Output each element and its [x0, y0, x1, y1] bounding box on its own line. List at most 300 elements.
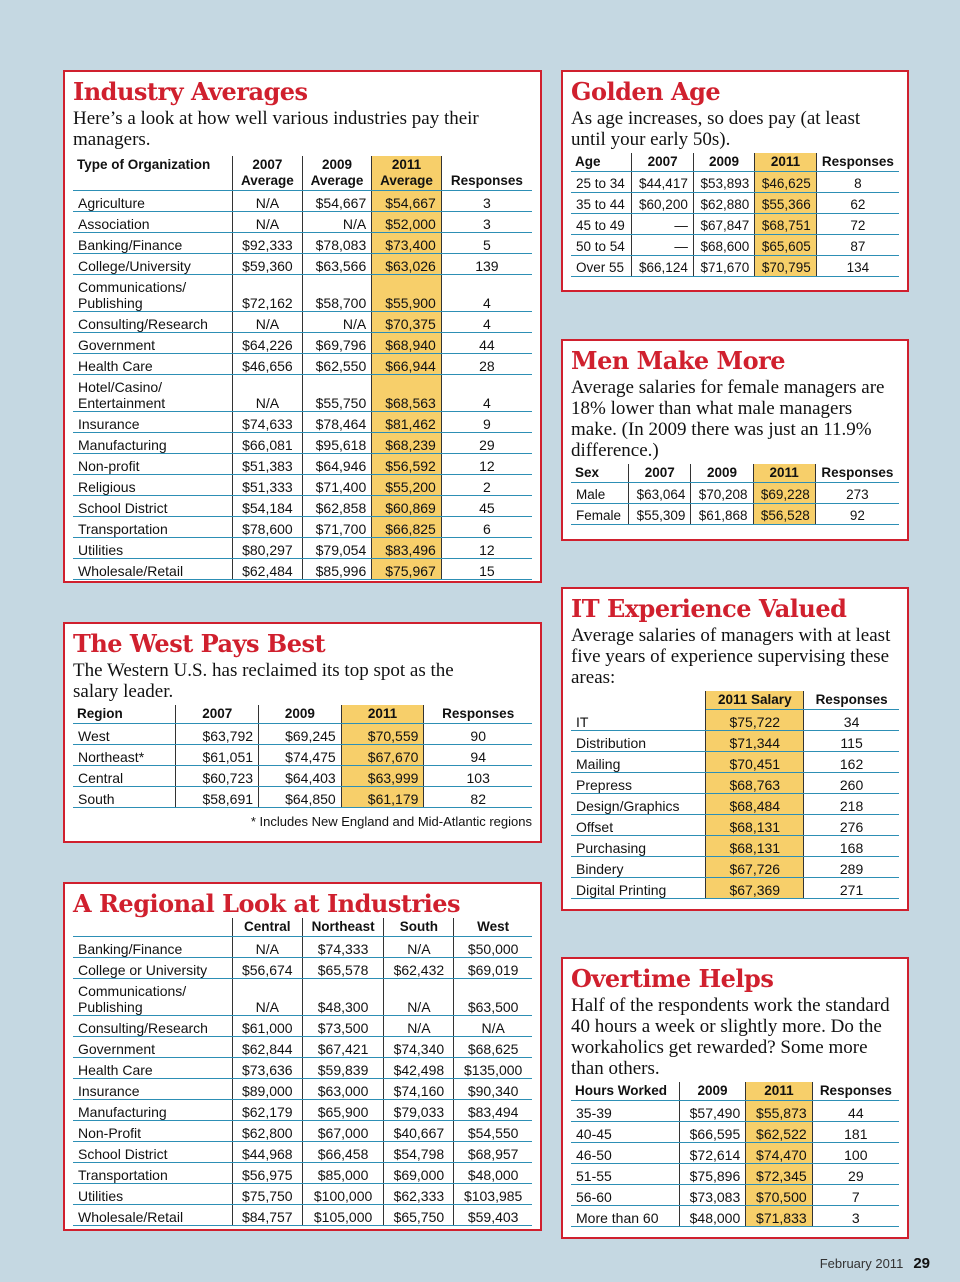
- table-row: [73, 475, 532, 496]
- cell-central: N/A: [232, 979, 302, 1016]
- cell-central: $56,674: [232, 958, 302, 979]
- row-label: Religious: [73, 475, 233, 496]
- table-row: [73, 1205, 532, 1226]
- cell-v2007: N/A: [233, 212, 303, 233]
- table-row: [73, 1184, 532, 1205]
- cell-resp: 7: [812, 1185, 899, 1206]
- table-row: [73, 412, 532, 433]
- col-org: Type of Organization: [73, 156, 233, 191]
- industry-averages-panel: [63, 70, 542, 583]
- row-label: Communications/ Publishing: [73, 275, 233, 312]
- row-label: Non-Profit: [73, 1121, 232, 1142]
- cell-south: $40,667: [384, 1121, 454, 1142]
- cell-v2011: $68,940: [372, 333, 442, 354]
- row-label: More than 60: [571, 1206, 679, 1227]
- cell-resp: 218: [804, 794, 899, 815]
- table-row: [73, 375, 532, 412]
- row-label: Transportation: [73, 517, 233, 538]
- cell-v2007: $60,200: [632, 193, 693, 214]
- cell-northeast: $74,333: [302, 937, 384, 958]
- row-label: Central: [73, 766, 176, 787]
- row-label: Mailing: [571, 752, 706, 773]
- cell-v2009: $74,475: [259, 745, 342, 766]
- row-label: Bindery: [571, 857, 706, 878]
- cell-v2007: $72,162: [233, 275, 303, 312]
- cell-v2007: $92,333: [233, 233, 303, 254]
- cell-resp: 162: [804, 752, 899, 773]
- cell-salary: $67,726: [706, 857, 804, 878]
- cell-v2009: $53,893: [693, 172, 754, 193]
- table-row: [73, 433, 532, 454]
- table-row: [73, 979, 532, 1016]
- cell-v2011: $70,500: [746, 1185, 812, 1206]
- cell-v2009: $48,000: [679, 1206, 745, 1227]
- cell-v2007: $78,600: [233, 517, 303, 538]
- row-label: Wholesale/Retail: [73, 559, 233, 580]
- cell-v2011: $52,000: [372, 212, 442, 233]
- table-row: [571, 504, 899, 525]
- cell-central: $62,179: [232, 1100, 302, 1121]
- table-row: [571, 878, 899, 899]
- col-hours: Hours Worked: [571, 1082, 679, 1101]
- col-2011: 2011 Average: [372, 156, 442, 191]
- cell-v2011: $81,462: [372, 412, 442, 433]
- row-label: 56-60: [571, 1185, 679, 1206]
- cell-v2011: $55,873: [746, 1101, 812, 1122]
- overtime-helps-title: Overtime Helps: [571, 964, 774, 993]
- it-experience-title: IT Experience Valued: [571, 594, 847, 623]
- west-footnote: * Includes New England and Mid-Atlantic regions: [250, 814, 532, 829]
- table-row: [73, 1142, 532, 1163]
- table-row: [73, 333, 532, 354]
- cell-v2011: $69,228: [753, 483, 815, 504]
- row-label: Insurance: [73, 412, 233, 433]
- col-2009: 2009: [693, 153, 754, 172]
- cell-v2009: $71,670: [693, 256, 754, 277]
- table-row: [73, 275, 532, 312]
- cell-v2009: $75,896: [679, 1164, 745, 1185]
- table-row: [73, 454, 532, 475]
- regional-look-table: [73, 918, 532, 1226]
- it-experience-panel: [561, 587, 909, 911]
- cell-salary: $70,451: [706, 752, 804, 773]
- cell-resp: 90: [424, 724, 532, 745]
- cell-v2009: $70,208: [691, 483, 753, 504]
- overtime-helps-panel: [561, 957, 909, 1239]
- cell-v2007: $66,124: [632, 256, 693, 277]
- cell-v2011: $72,345: [746, 1164, 812, 1185]
- cell-v2009: $66,595: [679, 1122, 745, 1143]
- golden-age-body: [571, 172, 899, 277]
- cell-resp: 29: [441, 433, 532, 454]
- cell-v2007: N/A: [233, 375, 303, 412]
- row-label: Prepress: [571, 773, 706, 794]
- cell-west: $54,550: [454, 1121, 532, 1142]
- cell-v2007: —: [632, 214, 693, 235]
- cell-v2011: $61,179: [341, 787, 424, 808]
- cell-v2009: $79,054: [302, 538, 372, 559]
- cell-resp: 28: [441, 354, 532, 375]
- row-label: School District: [73, 496, 233, 517]
- cell-resp: 3: [812, 1206, 899, 1227]
- cell-v2009: $58,700: [302, 275, 372, 312]
- table-row: [571, 836, 899, 857]
- cell-northeast: $73,500: [302, 1016, 384, 1037]
- cell-v2007: $62,484: [233, 559, 303, 580]
- west-pays-best-table: [73, 705, 532, 808]
- cell-resp: 3: [441, 191, 532, 212]
- row-label: Male: [571, 483, 629, 504]
- row-label: Female: [571, 504, 629, 525]
- cell-v2007: $61,051: [176, 745, 259, 766]
- table-row: [73, 1121, 532, 1142]
- cell-v2011: $83,496: [372, 538, 442, 559]
- row-label: Government: [73, 333, 233, 354]
- row-label: Manufacturing: [73, 433, 233, 454]
- cell-v2009: $69,245: [259, 724, 342, 745]
- cell-south: $42,498: [384, 1058, 454, 1079]
- page-number: 29: [913, 1255, 930, 1272]
- it-experience-body: [571, 710, 899, 899]
- cell-v2007: $59,360: [233, 254, 303, 275]
- cell-west: $50,000: [454, 937, 532, 958]
- regional-look-panel: [63, 882, 542, 1231]
- cell-v2009: N/A: [302, 312, 372, 333]
- cell-v2007: $66,081: [233, 433, 303, 454]
- cell-v2009: $62,858: [302, 496, 372, 517]
- col-sex: Sex: [571, 464, 629, 483]
- cell-central: $62,844: [232, 1037, 302, 1058]
- cell-south: $54,798: [384, 1142, 454, 1163]
- cell-resp: 62: [816, 193, 899, 214]
- cell-resp: 29: [812, 1164, 899, 1185]
- col-central: Central: [232, 918, 302, 937]
- cell-v2009: $57,490: [679, 1101, 745, 1122]
- col-responses: Responses: [804, 691, 899, 710]
- cell-resp: 92: [815, 504, 899, 525]
- cell-v2007: $74,633: [233, 412, 303, 433]
- cell-resp: 44: [441, 333, 532, 354]
- cell-v2009: $72,614: [679, 1143, 745, 1164]
- col-2009: 2009: [691, 464, 753, 483]
- cell-v2011: $65,605: [755, 235, 816, 256]
- table-row: [73, 559, 532, 580]
- table-row: [571, 1206, 899, 1227]
- table-row: [571, 815, 899, 836]
- col-industry: [73, 918, 232, 937]
- row-label: 46-50: [571, 1143, 679, 1164]
- cell-south: $65,750: [384, 1205, 454, 1226]
- row-label: Hotel/Casino/ Entertainment: [73, 375, 233, 412]
- row-label: Consulting/Research: [73, 1016, 232, 1037]
- cell-south: N/A: [384, 979, 454, 1016]
- cell-v2011: $55,200: [372, 475, 442, 496]
- cell-west: $103,985: [454, 1184, 532, 1205]
- cell-resp: 4: [441, 375, 532, 412]
- col-northeast: Northeast: [302, 918, 384, 937]
- col-2007: 2007 Average: [233, 156, 303, 191]
- golden-age-subtitle: As age increases, so does pay (at least until your early 50s).: [571, 108, 861, 150]
- cell-v2011: $75,967: [372, 559, 442, 580]
- golden-age-title: Golden Age: [571, 77, 721, 106]
- cell-resp: 2: [441, 475, 532, 496]
- row-label: Health Care: [73, 354, 233, 375]
- cell-v2007: N/A: [233, 312, 303, 333]
- col-responses: Responses: [815, 464, 899, 483]
- cell-resp: 87: [816, 235, 899, 256]
- cell-v2009: $64,403: [259, 766, 342, 787]
- industry-averages-table: [73, 156, 532, 580]
- cell-v2009: $71,400: [302, 475, 372, 496]
- col-age: Age: [571, 153, 632, 172]
- cell-south: $69,000: [384, 1163, 454, 1184]
- cell-salary: $68,131: [706, 815, 804, 836]
- cell-v2009: $73,083: [679, 1185, 745, 1206]
- cell-v2007: $63,064: [629, 483, 691, 504]
- row-label: 35-39: [571, 1101, 679, 1122]
- table-row: [73, 787, 532, 808]
- cell-west: N/A: [454, 1016, 532, 1037]
- overtime-helps-body: [571, 1101, 899, 1227]
- row-label: Non-profit: [73, 454, 233, 475]
- cell-northeast: $67,000: [302, 1121, 384, 1142]
- cell-salary: $68,131: [706, 836, 804, 857]
- cell-v2011: $66,825: [372, 517, 442, 538]
- cell-v2009: $64,946: [302, 454, 372, 475]
- cell-resp: 12: [441, 538, 532, 559]
- cell-v2011: $71,833: [746, 1206, 812, 1227]
- regional-look-title: A Regional Look at Industries: [73, 889, 460, 918]
- row-label: 35 to 44: [571, 193, 632, 214]
- row-label: Communications/ Publishing: [73, 979, 232, 1016]
- col-2009: 2009 Average: [302, 156, 372, 191]
- it-experience-table: [571, 691, 899, 899]
- cell-west: $48,000: [454, 1163, 532, 1184]
- cell-v2009: $78,083: [302, 233, 372, 254]
- table-row: [571, 172, 899, 193]
- row-label: Banking/Finance: [73, 233, 233, 254]
- table-row: [73, 312, 532, 333]
- table-row: [571, 794, 899, 815]
- west-pays-best-subtitle: The Western U.S. has reclaimed its top spot as the salary leader.: [73, 660, 454, 702]
- table-row: [571, 193, 899, 214]
- cell-south: $74,340: [384, 1037, 454, 1058]
- cell-west: $68,625: [454, 1037, 532, 1058]
- row-label: Health Care: [73, 1058, 232, 1079]
- cell-northeast: $66,458: [302, 1142, 384, 1163]
- men-make-more-panel: [561, 339, 909, 541]
- cell-v2007: $44,417: [632, 172, 693, 193]
- cell-northeast: $59,839: [302, 1058, 384, 1079]
- cell-resp: 8: [816, 172, 899, 193]
- row-label: School District: [73, 1142, 232, 1163]
- cell-v2011: $67,670: [341, 745, 424, 766]
- golden-age-panel: [561, 70, 909, 292]
- table-row: [571, 1122, 899, 1143]
- col-south: South: [384, 918, 454, 937]
- golden-age-table: [571, 153, 899, 277]
- table-row: [571, 1143, 899, 1164]
- table-row: [571, 857, 899, 878]
- cell-central: $75,750: [232, 1184, 302, 1205]
- cell-v2007: $58,691: [176, 787, 259, 808]
- cell-salary: $68,484: [706, 794, 804, 815]
- cell-central: $73,636: [232, 1058, 302, 1079]
- cell-south: $62,333: [384, 1184, 454, 1205]
- table-row: [73, 212, 532, 233]
- table-row: [73, 937, 532, 958]
- cell-northeast: $65,900: [302, 1100, 384, 1121]
- cell-resp: 72: [816, 214, 899, 235]
- cell-v2011: $68,751: [755, 214, 816, 235]
- cell-v2011: $63,026: [372, 254, 442, 275]
- col-2011: 2011: [341, 705, 424, 724]
- cell-v2011: $68,563: [372, 375, 442, 412]
- cell-resp: 5: [441, 233, 532, 254]
- cell-v2007: $55,309: [629, 504, 691, 525]
- cell-northeast: $65,578: [302, 958, 384, 979]
- cell-v2011: $54,667: [372, 191, 442, 212]
- cell-west: $59,403: [454, 1205, 532, 1226]
- row-label: IT: [571, 710, 706, 731]
- cell-central: $61,000: [232, 1016, 302, 1037]
- cell-v2011: $66,944: [372, 354, 442, 375]
- cell-northeast: $48,300: [302, 979, 384, 1016]
- cell-v2007: $64,226: [233, 333, 303, 354]
- cell-v2007: $80,297: [233, 538, 303, 559]
- table-row: [73, 1100, 532, 1121]
- cell-resp: 9: [441, 412, 532, 433]
- page-footer: [820, 1255, 930, 1272]
- cell-v2011: $74,470: [746, 1143, 812, 1164]
- cell-central: $89,000: [232, 1079, 302, 1100]
- cell-v2011: $62,522: [746, 1122, 812, 1143]
- cell-resp: 289: [804, 857, 899, 878]
- col-2007: 2007: [632, 153, 693, 172]
- row-label: 40-45: [571, 1122, 679, 1143]
- table-row: [73, 354, 532, 375]
- cell-v2009: $69,796: [302, 333, 372, 354]
- table-row: [73, 1163, 532, 1184]
- table-row: [571, 483, 899, 504]
- cell-south: $79,033: [384, 1100, 454, 1121]
- table-row: [73, 724, 532, 745]
- cell-v2011: $55,366: [755, 193, 816, 214]
- cell-resp: 100: [812, 1143, 899, 1164]
- table-row: [571, 710, 899, 731]
- table-row: [73, 538, 532, 559]
- cell-resp: 181: [812, 1122, 899, 1143]
- row-label: Digital Printing: [571, 878, 706, 899]
- cell-northeast: $63,000: [302, 1079, 384, 1100]
- row-label: 51-55: [571, 1164, 679, 1185]
- table-row: [73, 191, 532, 212]
- men-make-more-body: [571, 483, 899, 525]
- table-row: [73, 745, 532, 766]
- cell-v2011: $70,795: [755, 256, 816, 277]
- row-label: Association: [73, 212, 233, 233]
- table-row: [73, 1079, 532, 1100]
- cell-v2011: $70,559: [341, 724, 424, 745]
- row-label: Purchasing: [571, 836, 706, 857]
- cell-salary: $67,369: [706, 878, 804, 899]
- row-label: Government: [73, 1037, 232, 1058]
- row-label: 25 to 34: [571, 172, 632, 193]
- west-pays-best-title: The West Pays Best: [73, 629, 326, 658]
- cell-salary: $75,722: [706, 710, 804, 731]
- row-label: College or University: [73, 958, 232, 979]
- cell-resp: 276: [804, 815, 899, 836]
- cell-northeast: $105,000: [302, 1205, 384, 1226]
- men-make-more-subtitle: Average salaries for female managers are 18% lower than what male managers make. (In 2009 there was just an 11.9% difference.): [571, 377, 885, 461]
- col-west: West: [454, 918, 532, 937]
- col-responses: Responses: [424, 705, 532, 724]
- table-row: [571, 1164, 899, 1185]
- cell-south: N/A: [384, 937, 454, 958]
- cell-resp: 82: [424, 787, 532, 808]
- table-row: [571, 773, 899, 794]
- cell-v2011: $46,625: [755, 172, 816, 193]
- cell-v2011: $56,528: [753, 504, 815, 525]
- cell-v2007: $60,723: [176, 766, 259, 787]
- table-row: [571, 1185, 899, 1206]
- cell-resp: 12: [441, 454, 532, 475]
- cell-v2007: $54,184: [233, 496, 303, 517]
- table-row: [73, 1016, 532, 1037]
- cell-resp: 45: [441, 496, 532, 517]
- cell-v2009: $62,880: [693, 193, 754, 214]
- cell-v2007: $63,792: [176, 724, 259, 745]
- cell-resp: 4: [441, 275, 532, 312]
- cell-resp: 134: [816, 256, 899, 277]
- cell-northeast: $100,000: [302, 1184, 384, 1205]
- table-row: [571, 214, 899, 235]
- cell-west: $69,019: [454, 958, 532, 979]
- row-label: Transportation: [73, 1163, 232, 1184]
- cell-resp: 260: [804, 773, 899, 794]
- cell-resp: 271: [804, 878, 899, 899]
- row-label: Agriculture: [73, 191, 233, 212]
- table-row: [73, 517, 532, 538]
- issue-date: February 2011: [819, 1256, 904, 1271]
- table-row: [571, 256, 899, 277]
- cell-v2009: $68,600: [693, 235, 754, 256]
- cell-v2007: —: [632, 235, 693, 256]
- industry-averages-body: [73, 191, 532, 580]
- cell-central: $56,975: [232, 1163, 302, 1184]
- industry-averages-title: Industry Averages: [73, 77, 308, 106]
- cell-v2009: $78,464: [302, 412, 372, 433]
- men-make-more-table: [571, 464, 899, 525]
- table-row: [73, 766, 532, 787]
- row-label: College/University: [73, 254, 233, 275]
- table-row: [571, 752, 899, 773]
- col-2007: 2007: [629, 464, 691, 483]
- cell-west: $68,957: [454, 1142, 532, 1163]
- cell-south: $74,160: [384, 1079, 454, 1100]
- cell-v2009: N/A: [302, 212, 372, 233]
- row-label: South: [73, 787, 176, 808]
- row-label: Utilities: [73, 538, 233, 559]
- cell-v2009: $67,847: [693, 214, 754, 235]
- col-responses: Responses: [441, 156, 532, 191]
- table-row: [73, 496, 532, 517]
- cell-v2011: $73,400: [372, 233, 442, 254]
- cell-v2011: $68,239: [372, 433, 442, 454]
- row-label: 50 to 54: [571, 235, 632, 256]
- col-2009: 2009: [259, 705, 342, 724]
- cell-resp: 139: [441, 254, 532, 275]
